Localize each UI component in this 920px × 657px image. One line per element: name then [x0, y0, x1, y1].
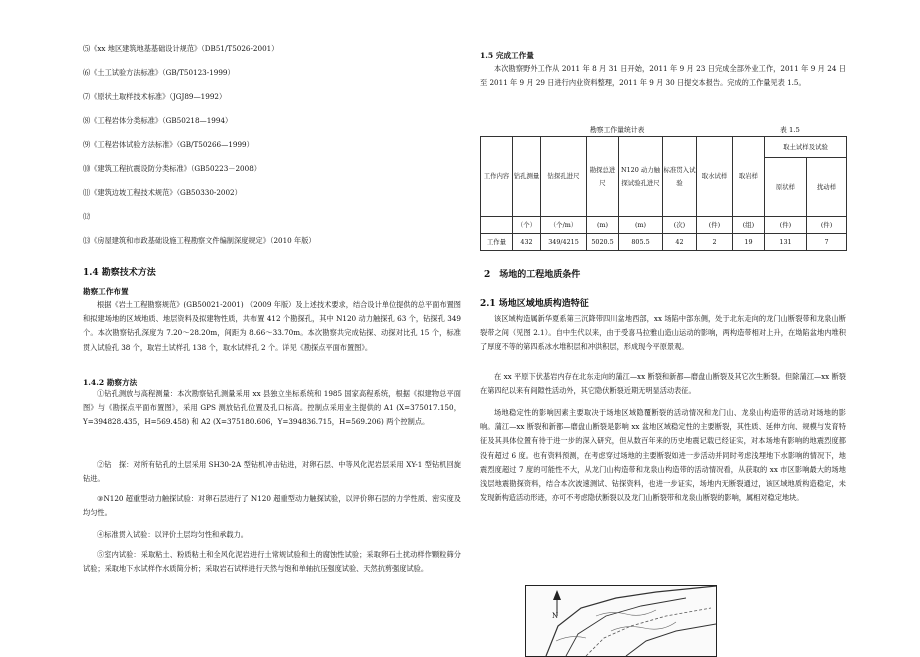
value-cell: 349/4215	[541, 234, 587, 251]
header-cell: 勘探总进尺	[587, 137, 619, 217]
unit-cell: (件)	[765, 217, 807, 234]
unit-cell: (件)	[807, 217, 847, 234]
drilling-paragraph: ②钻 探：对所有钻孔的土层采用 SH30-2A 型钻机冲击钻进，对卵石层、中等风化泥岩层采用 XY-1 型钻机回旋钻进。	[83, 460, 461, 484]
layout-paragraph: 根据《岩土工程勘察规范》(GB50021-2001) （2009 年版）及上述技术要求，结合设计单位提供的总平面布置图和拟建场地的区域地质、地层资料及拟建物性质，共布置 412 个勘探孔，其中 N120 动力触探孔 63 个，钻探孔 349 个。本次勘察钻孔深度为 7.20～28.20m，间距为 8.66～33.70m。本次勘察共完成钻探、动探对比孔 15 个，标准贯入试验孔 38 个，取岩土试样孔 138 个，取水试样孔 2 个。详见《勘探点平面布置图》。	[83, 300, 461, 352]
value-cell: 805.5	[619, 234, 663, 251]
geology-paragraph-2: 在 xx 平原下伏基岩内存在北东走向的蒲江—xx 断裂和新都—磨盘山断裂及其它次生断裂。但除蒲江—xx 断裂在第四纪以来有间隙性活动外，其它隐伏断裂近期无明显活动表征。	[480, 372, 846, 396]
spt-paragraph: ④标准贯入试验：以评价土层均匀性和承载力。	[97, 530, 248, 539]
geology-paragraph-3: 场地稳定性的影响因素主要取决于场地区域隐覆断裂的活动情况和龙门山、龙泉山构造带的活动对场地的影响。蒲江—xx 断裂和新都—磨盘山断裂是影响 xx 盆地区域稳定性的主要断裂，其性质、延伸方向、规模与发育特征及其具体位置有待于进一步的深入研究，但从数百年来的历史地震记载已经证实，对本场地有影响的地震烈度都没有超过 6 度。也有资料预测，在考虑穿过场地的主要断裂如进一步活动并同时考虑浅埋地下水影响的情况下，地震烈度超过 7 度的可能性不大，从龙门山构造带和龙泉山构造带的活动情况看，从获取的 xx 市区影响最大的场地浅层地震勘探资料，结合本次波速测试、钻探资料，也进一步证实，场地内无断裂通过，该区域地质构造稳定，未发现新构造活动形迹，亦可不考虑隐伏断裂以及龙门山断裂带和龙泉山断裂的影响，属相对稳定地块。	[480, 408, 846, 503]
reference-item: ⑺《原状土取样技术标准》（JGJ89—1992）	[83, 92, 227, 101]
reference-item: ⑹《土工试验方法标准》（GB/T50123-1999）	[83, 68, 235, 77]
header-cell: 扰动样	[807, 158, 847, 217]
reference-item: ⑻《工程岩体分类标准》（GB50218—1994）	[83, 116, 233, 125]
section-2-1-title: 2.1 场地区域地质构造特征	[480, 299, 589, 309]
header-cell: 取土试样及试验	[765, 137, 847, 158]
subsection-layout-title: 勘察工作布置	[83, 287, 129, 296]
value-cell: 131	[765, 234, 807, 251]
subsection-1-4-2-title: 1.4.2 勘察方法	[83, 378, 138, 387]
unit-cell: （个）	[513, 217, 541, 234]
workload-paragraph: 本次勘察野外工作从 2011 年 8 月 31 日开始，2011 年 9 月 23 日完成全部外业工作，2011 年 9 月 24 日至 2011 年 9 月 29 日进行内业资料整理，2011 年 9 月 30 日提交本报告。完成的工作量见表 1.5。	[480, 64, 846, 88]
table-title: 勘察工作量统计表	[590, 126, 645, 134]
value-cell: 7	[807, 234, 847, 251]
value-cell: 432	[513, 234, 541, 251]
geology-paragraph-1: 该区域构造属新华夏系第三沉降带四川盆地西部，xx 场陷中部东侧，处于北东走向的龙门山断裂带和龙泉山断裂带之间（见图 2.1）。自中生代以来，由于受喜马拉雅山造山运动的影响，两构造带相对上升，在坳陷盆地内堆积了厚度不等的第四系冰水堆积层和冲洪积层，形成现今平原景观。	[480, 314, 846, 352]
unit-cell: (m)	[587, 217, 619, 234]
value-cell: 5020.5	[587, 234, 619, 251]
reference-item: ⑽《建筑工程抗震设防分类标准》（GB50223－2008）	[83, 164, 261, 173]
north-arrow-icon	[553, 590, 561, 600]
section-1-4-title: 1.4 勘察技术方法	[83, 268, 156, 278]
unit-cell: (件)	[697, 217, 733, 234]
unit-cell: (次)	[663, 217, 697, 234]
value-cell: 2	[697, 234, 733, 251]
section-1-5-title: 1.5 完成工作量	[480, 51, 534, 60]
header-cell: 钻探孔进尺	[541, 137, 587, 217]
header-cell: N120 动力触探试验孔进尺	[619, 137, 663, 217]
table-row	[481, 234, 847, 251]
value-cell: 42	[663, 234, 697, 251]
unit-cell: (组)	[733, 217, 765, 234]
table-unit-row	[481, 217, 847, 234]
chapter-2-title: 2 场地的工程地质条件	[484, 270, 581, 280]
unit-cell: （个/m）	[541, 217, 587, 234]
table-number: 表 1.5	[780, 126, 800, 134]
survey-paragraph: ①钻孔测放与高程测量：本次勘察钻孔测量采用 xx 县独立坐标系统和 1985 国家高程系统，根据《拟建物总平面图》与《勘探点平面布置图》，采用 GPS 测放钻孔位置及孔口标高。控制点采用业主提供的 A1 (X=375017.150，Y=394828.435，H=569.458) 和 A2 (X=375180.606，Y=394836.715，H=569.206) 两个控制点。	[83, 389, 461, 427]
reference-item: ⑼《工程岩体试验方法标准》（GB/T50266—1999）	[83, 140, 254, 149]
regional-geology-map	[525, 585, 717, 657]
north-label: N	[552, 612, 559, 620]
table-header-row	[481, 137, 847, 158]
header-cell: 原状样	[765, 158, 807, 217]
reference-item: ⑿	[83, 212, 91, 221]
header-cell: 标准贯入试验	[663, 137, 697, 217]
header-cell: 工作内容	[481, 137, 513, 217]
map-drawing	[526, 586, 716, 656]
row-label-cell: 工作量	[481, 234, 513, 251]
workload-table	[480, 136, 847, 251]
header-cell: 取岩样	[733, 137, 765, 217]
reference-item: ⑸《xx 地区建筑地基基础设计规范》（DB51/T5026-2001）	[83, 44, 279, 53]
header-cell: 钻孔测量	[513, 137, 541, 217]
unit-cell: (m)	[619, 217, 663, 234]
value-cell: 19	[733, 234, 765, 251]
unit-cell	[481, 217, 513, 234]
header-cell: 取水试样	[697, 137, 733, 217]
penetration-paragraph: ③N120 超重型动力触探试验：对卵石层进行了 N120 超重型动力触探试验，以评价卵石层的力学性质、密实度及均匀性。	[83, 494, 461, 518]
reference-item: ⒀《房屋建筑和市政基础设施工程勘察文件编制深度规定》（2010 年版）	[83, 236, 316, 245]
reference-item: ⑾《建筑边坡工程技术规范》（GB50330-2002）	[83, 188, 242, 197]
lab-test-paragraph: ⑤室内试验：采取粘土、粉质粘土和全风化泥岩进行土常规试验和土的腐蚀性试验；采取卵石土扰动样作颗粒筛分试验；采取地下水试样作水质简分析；采取岩石试样进行天然与饱和单轴抗压强度试验、天然抗剪强度试验。	[83, 550, 461, 574]
